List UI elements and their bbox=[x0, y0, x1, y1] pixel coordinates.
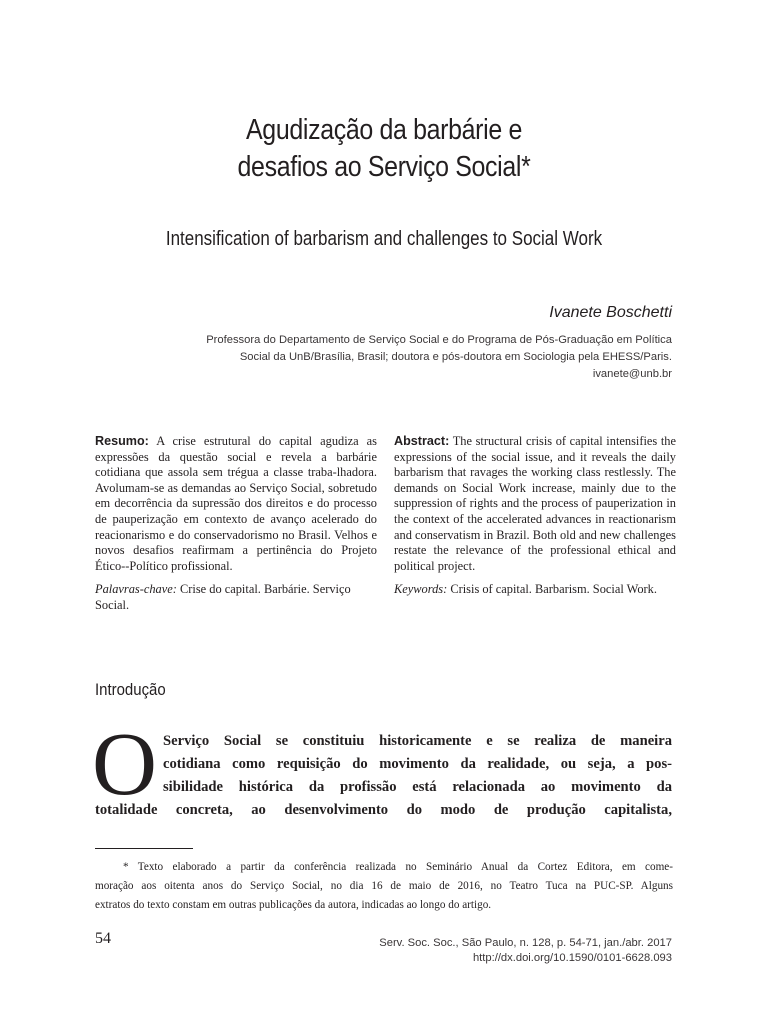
article-title-line-2: desafios ao Serviço Social* bbox=[237, 151, 531, 183]
affiliation-line-2: Social da UnB/Brasília, Brasil; doutora e pós-doutora em Sociologia pela EHESS/Paris. bbox=[239, 351, 672, 363]
author-affiliation bbox=[152, 332, 672, 366]
article-subtitle: Intensification of barbarism and challenges to Social Work bbox=[165, 228, 603, 250]
palavras-chave-label: Palavras-chave: bbox=[95, 582, 177, 597]
author-name: Ivanete Boschetti bbox=[549, 304, 672, 321]
drop-cap: O bbox=[92, 715, 157, 814]
footnote-line-3: extratos do texto constam em outras publicações da autora, indicadas ao longo do artigo. bbox=[95, 899, 492, 911]
citation-text: Serv. Soc. Soc., São Paulo, n. 128, p. 54-71, jan./abr. 2017 bbox=[379, 937, 672, 949]
abstract-text: The structural crisis of capital intensifies the expressions of the social issue, and it reveals the daily barbarism that ravages the working class restlessly. The demands on Social Work increase, mainly due to the suppression of rights and the process of pauperization in the context of the accelerated advances in reactionarism and conservatism in Brazil. Both old and new challenges restate the relevance of the professional ethical and political project. bbox=[394, 434, 676, 573]
page-number: 54 bbox=[95, 930, 111, 947]
intro-paragraph-top bbox=[163, 730, 672, 799]
intro-paragraph-bottom bbox=[95, 799, 672, 822]
abstract-keywords bbox=[394, 582, 676, 598]
keywords-text: Crisis of capital. Barbarism. Social Work. bbox=[450, 582, 657, 597]
abstract-label: Abstract: bbox=[394, 434, 450, 448]
journal-citation bbox=[379, 936, 672, 966]
affiliation-line-1: Professora do Departamento de Serviço Social e do Programa de Pós-Graduação em Política bbox=[206, 334, 672, 346]
article-title-line-1: Agudização da barbárie e bbox=[245, 114, 522, 146]
footnote-divider bbox=[95, 848, 193, 849]
abstract-block bbox=[394, 434, 676, 598]
author-email: ivanete@unb.br bbox=[592, 368, 672, 380]
resumo-keywords bbox=[95, 582, 377, 613]
article-title bbox=[54, 112, 714, 186]
section-heading: Introdução bbox=[95, 680, 166, 699]
intro-line-1: Serviço Social se constituiu historicamente e se realiza de maneira bbox=[163, 733, 672, 749]
intro-line-4: totalidade concreta, ao desenvolvimento do modo de produção capitalista, bbox=[95, 802, 672, 818]
resumo-label: Resumo: bbox=[95, 434, 149, 448]
footnote bbox=[95, 858, 673, 915]
resumo-text: A crise estrutural do capital agudiza as expressões da questão social e revela a barbárie cotidiana que assola sem trégua a classe traba-lhadora. Avolumam-se as demandas ao Serviço Social, sobretudo em decorrência da supressão dos direitos e do processo de pauperização em contexto de avanço acelerado do reacionarismo e do conservadorismo no Brasil. Velhos e novos desafios reafirmam a pertinência do Projeto Ético--Político profissional. bbox=[95, 434, 377, 573]
abstract-paragraph bbox=[394, 434, 676, 574]
footnote-line-2: moração aos oitenta anos do Serviço Social, no dia 16 de maio de 2016, no Teatro Tuca na PUC-SP. Alguns bbox=[95, 880, 673, 892]
resumo-block bbox=[95, 434, 377, 614]
palavras-chave-text: Crise do capital. Barbárie. Serviço Social. bbox=[95, 582, 351, 612]
keywords-label: Keywords: bbox=[394, 582, 448, 597]
resumo-paragraph bbox=[95, 434, 377, 574]
footnote-line-1: * Texto elaborado a partir da conferência realizada no Seminário Anual da Cortez Editora, em come- bbox=[123, 861, 673, 873]
intro-line-3: sibilidade histórica da profissão está relacionada ao movimento da bbox=[163, 779, 672, 795]
intro-line-2: cotidiana como requisição do movimento da realidade, ou seja, a pos- bbox=[163, 756, 672, 772]
doi-link[interactable]: http://dx.doi.org/10.1590/0101-6628.093 bbox=[472, 952, 672, 964]
